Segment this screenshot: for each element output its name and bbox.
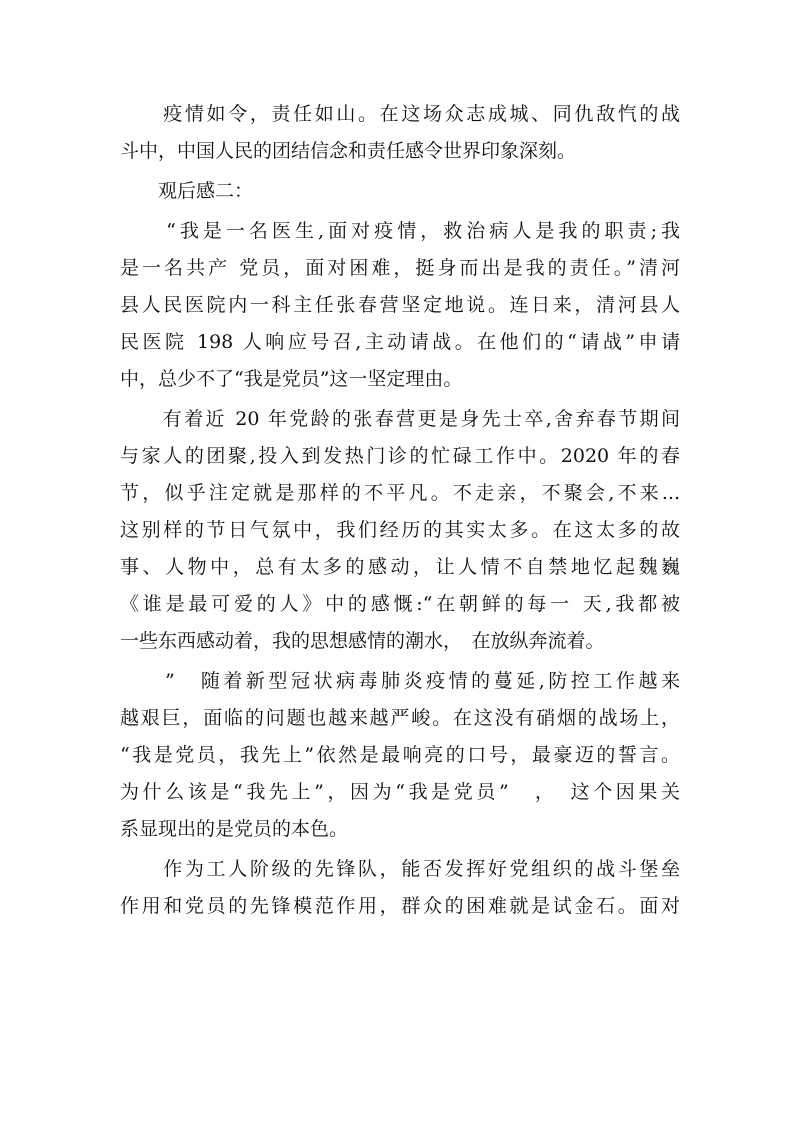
text-line: ” 随着新型冠状病毒肺炎疫情的蔓延,防控工作越来: [120, 670, 680, 692]
text-line: 斗中，中国人民的团结信念和责任感令世界印象深刻。: [120, 140, 577, 162]
text-line: 越艰巨，面临的问题也越来越严峻。在这没有硝烟的战场上，: [120, 707, 680, 729]
text-line: 为什么该是“我先上”，因为“我是党员” ， 这个因果关: [120, 781, 680, 803]
text-line: 《谁是最可爱的人》中的感慨:“在朝鲜的每一 天,我都被: [120, 593, 680, 615]
text-line: 民医院 198 人响应号召,主动请战。在他们的“请战”申请: [120, 331, 680, 353]
text-line: 疫情如令，责任如山。在这场众志成城、同仇敌忾的战: [120, 103, 680, 125]
text-line: 是一名共产 党员，面对困难，挺身而出是我的责任。”清河: [120, 257, 680, 279]
text-line: 有着近 20 年党龄的张春营更是身先士卒,舍弃春节期间: [120, 408, 680, 430]
text-line: “我是一名医生,面对疫情，救治病人是我的职责;我: [120, 220, 680, 242]
text-line: 中，总少不了“我是党员”这一坚定理由。: [120, 368, 463, 390]
text-line: 与家人的团聚,投入到发热门诊的忙碌工作中。2020 年的春: [120, 445, 680, 467]
text-line: 节，似乎注定就是那样的不平凡。不走亲，不聚会,不来...: [120, 482, 680, 504]
text-line: 系显现出的是党员的本色。: [120, 818, 349, 840]
text-line: 一些东西感动着，我的思想感情的潮水， 在放纵奔流着。: [120, 630, 605, 652]
text-line: 作用和党员的先锋模范作用，群众的困难就是试金石。面对: [120, 895, 680, 917]
text-line: 事、人物中，总有太多的感动，让人情不自禁地忆起魏巍: [120, 556, 680, 578]
text-line: 这别样的节日气氛中，我们经历的其实太多。在这太多的故: [120, 519, 680, 541]
document-body: [120, 96, 680, 925]
text-line: 观后感二：: [120, 180, 254, 202]
text-line: 作为工人阶级的先锋队，能否发挥好党组织的战斗堡垒: [120, 858, 680, 880]
text-line: “我是党员，我先上”依然是最响亮的口号，最豪迈的誓言。: [120, 744, 680, 766]
text-line: 县人民医院内一科主任张春营坚定地说。连日来，清河县人: [120, 294, 680, 316]
